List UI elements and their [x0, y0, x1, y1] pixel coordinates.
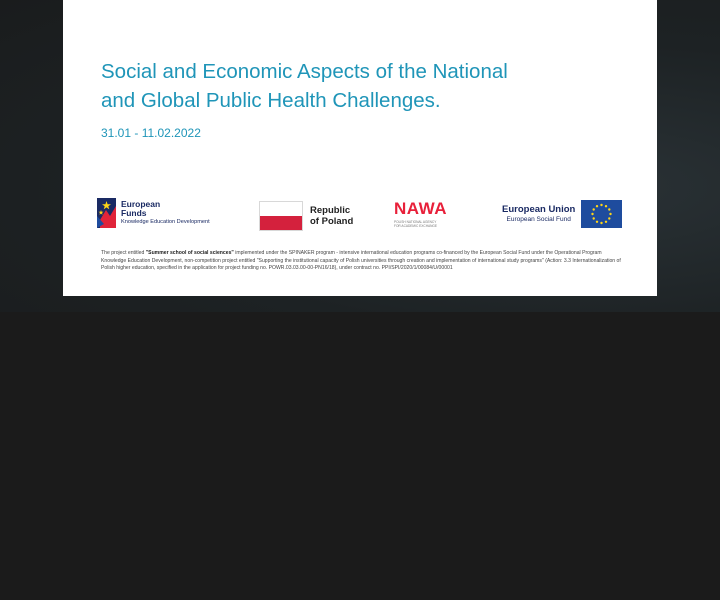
eu-line-2: European Social Fund — [506, 216, 571, 223]
european-funds-line-3: Knowledge Education Development — [121, 218, 210, 225]
european-funds-line-1: European — [121, 198, 161, 209]
funding-disclaimer — [101, 250, 623, 273]
nawa-sub-line-2: FOR ACADEMIC EXCHANGE — [394, 224, 438, 228]
eu-line-1: European Union — [502, 204, 576, 215]
nawa-wordmark: NAWA — [394, 199, 447, 218]
presentation-slide — [63, 0, 657, 296]
poland-flag-icon — [259, 201, 303, 231]
disclaimer-part-1: The project entitled — [101, 250, 146, 256]
eu-flag-icon — [581, 200, 622, 228]
poland-line-2: of Poland — [310, 216, 354, 227]
european-union-logo — [502, 200, 622, 228]
slide-dates: 31.01 - 11.02.2022 — [101, 126, 201, 140]
republic-of-poland-logo — [259, 201, 353, 231]
slide-title-line-2: and Global Public Health Challenges. — [101, 89, 441, 112]
slide-title — [101, 57, 621, 115]
european-funds-stars-icon — [97, 198, 116, 228]
poland-line-1: Republic — [310, 205, 351, 216]
disclaimer-project-name: "Summer school of social sciences" — [145, 250, 234, 256]
disclaimer-part-2: implemented under the SPINAKER program - intensive international education programs co-financed by the European Social Fund under the Operational Program Knowledge Education Development, non-competition project entitled "Supporting the institutional capacity of Polish universities through creation and implementation of international study programs" (Action: 3.3 Internationalization of Polish higher education, specified in the application for project funding no. POWR.03.03.00-00-PN16/18), under contract no. PPI/SPI/2020/1/00084/U/00001 — [101, 250, 621, 271]
european-funds-line-2: Funds — [121, 207, 147, 218]
slide-title-line-1: Social and Economic Aspects of the National — [101, 60, 508, 83]
nawa-logo — [394, 200, 447, 228]
european-funds-logo — [97, 198, 210, 228]
nawa-sub-line-1: POLISH NATIONAL AGENCY — [394, 220, 437, 224]
